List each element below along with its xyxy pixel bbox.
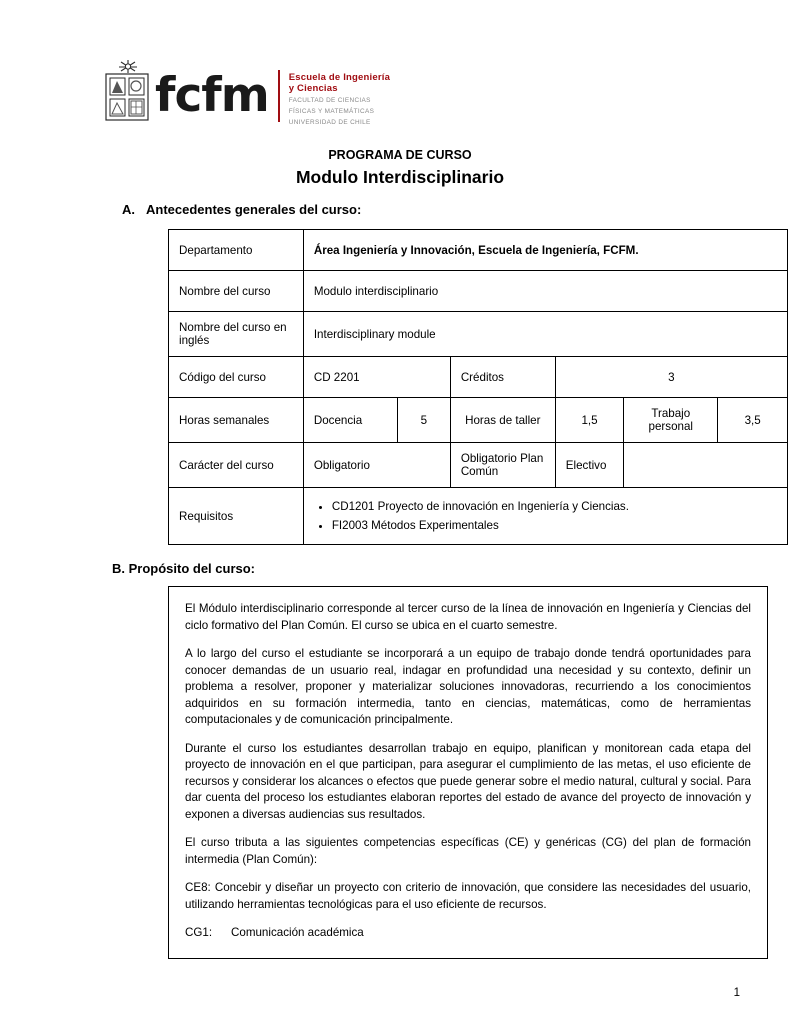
requisitos-label: Requisitos [169, 488, 304, 545]
caracter-plan-comun: Obligatorio Plan Común [450, 443, 555, 488]
table-row [169, 230, 788, 271]
docencia-value: 5 [397, 398, 450, 443]
logo-wordmark: fcfm [155, 68, 269, 123]
requisitos-value [303, 488, 787, 545]
purpose-paragraph-5: CE8: Concebir y diseñar un proyecto con criterio de innovación, que considere las necesidades del usuario, utilizando herramientas tecnológicas para el uso eficiente de recursos. [185, 881, 751, 911]
nombre-value: Modulo interdisciplinario [303, 271, 787, 312]
purpose-paragraph-4: El curso tributa a las siguientes competencias específicas (CE) y genéricas (CG) del plan de formación intermedia (Plan Común): [185, 836, 751, 866]
table-row [169, 312, 788, 357]
nombre-label: Nombre del curso [169, 271, 304, 312]
logo-line-5: UNIVERSIDAD DE CHILE [288, 119, 371, 127]
logo-divider [278, 70, 280, 122]
page-title: Modulo Interdisciplinario [295, 167, 505, 187]
codigo-label: Código del curso [169, 357, 304, 398]
page-number: 1 [733, 987, 740, 999]
purpose-paragraph-1: El Módulo interdisciplinario corresponde al tercer curso de la línea de innovación en Ingeniería y Ciencias del ciclo formativo del Plan Común. El curso se ubica en el cuarto semestre. [185, 602, 751, 632]
logo-line-1: Escuela de Ingeniería [288, 72, 391, 83]
table-row [169, 357, 788, 398]
purpose-paragraph-6 [185, 925, 751, 942]
logo-line-4: FÍSICAS Y MATEMÁTICAS [288, 108, 375, 116]
course-details-table [168, 229, 788, 545]
fcfm-logo [105, 60, 740, 132]
nombre-ingles-value: Interdisciplinary module [303, 312, 787, 357]
competency-code-cg1: CG1: [185, 926, 213, 939]
caracter-obligatorio: Obligatorio [303, 443, 450, 488]
table-row [169, 488, 788, 545]
nombre-ingles-label: Nombre del curso en inglés [169, 312, 304, 357]
caracter-empty [624, 443, 788, 488]
trabajo-personal-label: Trabajo personal [624, 398, 718, 443]
caracter-electivo: Electivo [555, 443, 624, 488]
table-row [169, 398, 788, 443]
departamento-value: Área Ingeniería y Innovación, Escuela de Ingeniería, FCFM. [303, 230, 787, 271]
horas-taller-value: 1,5 [555, 398, 624, 443]
section-a-letter: A. [122, 202, 135, 217]
purpose-paragraph-3: Durante el curso los estudiantes desarrollan trabajo en equipo, planifican y monitorean cada etapa del proyecto de innovación en el que participan, para asegurar el cumplimiento de las metas, el uso eficiente de recursos y considerar los alcances o efectos que puede generar sobre el medio natural, cultural y social. Para dar cuenta del proceso los estudiantes elaboran reportes del estado de avance del proyecto de innovación y exponen a diversas audiencias sus resultados. [185, 741, 751, 821]
creditos-value: 3 [555, 357, 787, 398]
section-a-heading [122, 202, 740, 217]
purpose-paragraph-2: A lo largo del curso el estudiante se incorporará a un equipo de trabajo donde tendrá oportunidades para conocer demandas de un usuario real, indagar en profundidad una necesidad y su contexto, definir un problema a resolver, proponer y materializar soluciones innovadoras, recurriendo a los conocimientos adquiridos en su formación intermedia, tanto en ciencias, matemáticas, como de herramientas computacionales y de comunicación principalmente. [185, 647, 751, 726]
list-item: • CD1201 Proyecto de innovación en Ingeniería y Ciencias. [332, 497, 777, 516]
codigo-value: CD 2201 [303, 357, 450, 398]
docencia-label: Docencia [303, 398, 397, 443]
competency-text-cg1: Comunicación académica [231, 926, 364, 939]
purpose-box [168, 586, 768, 959]
requisitos-list [314, 497, 777, 535]
table-row [169, 271, 788, 312]
university-crest-icon [105, 60, 151, 122]
table-row [169, 443, 788, 488]
document-kicker: PROGRAMA DE CURSO [328, 148, 472, 162]
section-b-heading: B. Propósito del curso: [112, 561, 256, 576]
logo-subtitle [289, 72, 390, 128]
departamento-label: Departamento [169, 230, 304, 271]
list-item: • FI2003 Métodos Experimentales [332, 516, 777, 535]
creditos-label: Créditos [450, 357, 555, 398]
horas-taller-label: Horas de taller [450, 398, 555, 443]
caracter-label: Carácter del curso [169, 443, 304, 488]
horas-semanales-label: Horas semanales [169, 398, 304, 443]
logo-line-3: FACULTAD DE CIENCIAS [288, 97, 371, 104]
section-a-title: Antecedentes generales del curso: [146, 202, 362, 217]
logo-line-2: y Ciencias [288, 83, 338, 94]
trabajo-personal-value: 3,5 [718, 398, 788, 443]
